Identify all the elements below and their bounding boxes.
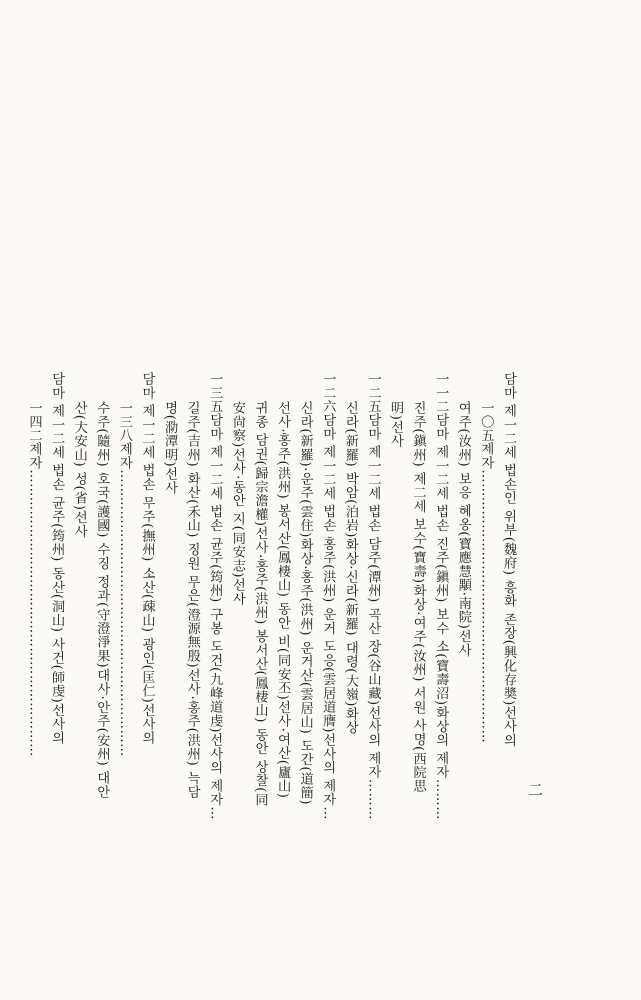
toc-line (383, 372, 406, 872)
toc-line (270, 372, 293, 872)
toc-entry-text: 담마 제一二세 법손 균주(筠州) 구봉 도건(九峰道虔)선사의 제자… (207, 413, 223, 821)
toc-entry-text: 수주(隨州) 호국(護國) 수징 정과(守澄淨果)대사·안주(安州) 대안 (94, 401, 110, 799)
toc-entry-text: 담마 제一二세 법손인 위부(魏府) 흥화 존장(興化存奬)선사의 (501, 372, 516, 747)
toc-page-number: 一三五 (207, 372, 223, 414)
toc-line (180, 372, 203, 872)
toc-line (22, 372, 45, 872)
toc-line (248, 372, 271, 872)
toc-line (90, 372, 113, 872)
toc-entry-text: 제자……………………………………………………… (116, 442, 132, 757)
toc-line (429, 372, 452, 872)
toc-page-number: 一三八 (116, 401, 132, 443)
toc-entry-text: 여주(汝州) 보응 혜옹(寶應慧顒·南院)선사 (455, 401, 471, 657)
toc-line (474, 372, 497, 872)
toc-entry-text: 길주(吉州) 화산(禾山) 징원 무은(澄源無殷)선사·홍주(洪州) 늑담 (184, 401, 200, 799)
toc-line (67, 372, 90, 872)
toc-line (451, 372, 474, 872)
toc-entry-text: 담마 제一二세 법손 진주(鎭州) 보수 소(寶壽沼)화상의 제자……… (433, 413, 449, 821)
toc-line (112, 372, 135, 872)
toc-entry-text: 담마 제一二세 법손 무주(撫州) 소산(疎山) 광인(匡仁)선사의 (139, 372, 155, 745)
page-number: 二 (526, 782, 544, 797)
toc-entry-text: 제자…………………………………………………… (478, 442, 494, 744)
toc-line (496, 372, 519, 872)
toc-line (45, 372, 68, 872)
toc-entry-text: 담마 제一二세 법손 균주(筠州) 동산(洞山) 사건(師虔)선사의 (49, 372, 65, 745)
toc-page-number: 一〇五 (478, 401, 494, 443)
toc-page-number: 一二六 (320, 372, 336, 414)
toc-entry-text: 담마 제一二세 법손 담주(潭州) 곡산 장(谷山藏)선사의 제자……… (365, 413, 381, 821)
toc-entry-text: 진주(鎭州) 제二세 보수(寶壽)화상·여주(汝州) 서원 사명(西院思 (410, 401, 426, 793)
toc-line (135, 372, 158, 872)
toc-page-number: 一四二 (26, 401, 42, 443)
toc-entry-text: 신라(新羅)·운주(雲住)화상·홍주(洪州) 운거산(雲居山) 도간(道簡) (297, 401, 313, 806)
toc-line (293, 372, 316, 872)
toc-entry-text: 산(大安山) 성(省)선사 (71, 401, 87, 538)
toc-line (338, 372, 361, 872)
toc-entry-text: 선사·홍주(洪州) 봉서산(鳳棲山) 동안 비(同安丕)선사·여산(廬山) (275, 401, 291, 799)
toc-entry-text: 明)선사 (388, 401, 404, 448)
toc-entry-text: 명(泐潭明)선사 (162, 401, 178, 495)
table-of-contents (22, 372, 519, 872)
toc-page-number: 一一二 (433, 372, 449, 414)
toc-entry-text: 담마 제一二세 법손 홍주(洪州) 운거 도응(雲居道膺)선사의 제자… (320, 413, 336, 821)
toc-line (406, 372, 429, 872)
toc-line (158, 372, 181, 872)
toc-line (225, 372, 248, 872)
toc-entry-text: 신라(新羅) 박암(泊岩)화상·신라(新羅) 대령(大嶺)화상 (342, 401, 358, 735)
toc-line (203, 372, 226, 872)
toc-page-number: 一二五 (365, 372, 381, 414)
toc-line (316, 372, 339, 872)
toc-entry-text: 安尙察)선사·동안 지(同安志)선사 (229, 401, 245, 606)
toc-entry-text: 제자……………………………………………………… (26, 442, 42, 757)
toc-entry-text: 귀종 담권(歸宗澹權)선사·홍주(洪州) 봉서산(鳳棲山) 동안 상찰(同 (252, 401, 268, 807)
toc-line (361, 372, 384, 872)
